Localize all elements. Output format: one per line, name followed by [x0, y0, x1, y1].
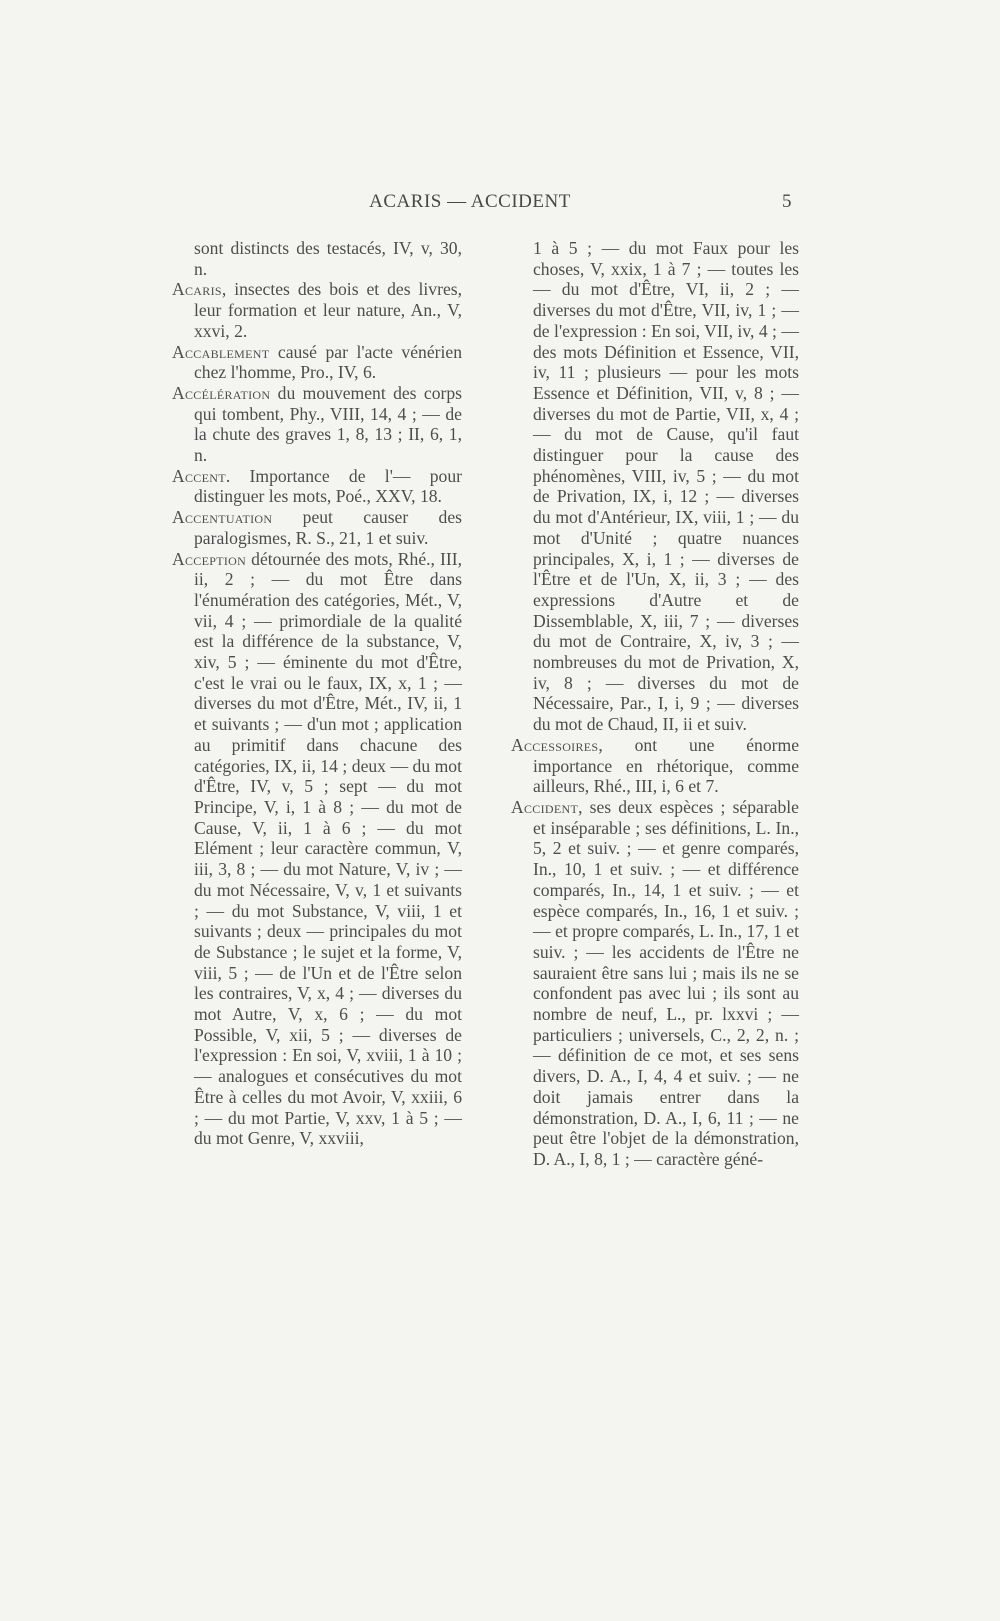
index-entry	[172, 383, 462, 466]
index-entry	[172, 549, 462, 1149]
running-head: ACARIS — ACCIDENT	[369, 191, 571, 212]
entry-headword: Acaris	[172, 279, 222, 300]
entry-headword: Accentuation	[172, 507, 273, 528]
entry-text: sont distincts des testacés, IV, v, 30, n.	[194, 238, 462, 279]
entry-headword: Accessoires	[511, 734, 599, 755]
entry-text: , insectes des bois et des livres, leur formation et leur nature, An., V, xxvi, 2.	[194, 279, 462, 341]
index-entry	[511, 797, 799, 1170]
entry-text: du mouvement des corps qui tombent, Phy., VIII, 14, 4 ; — de la chute des graves 1, 8, 13 ; II, 6, 1, n.	[194, 382, 462, 466]
index-entry	[511, 238, 799, 735]
entry-text: , ont une énorme importance en rhétorique, comme ailleurs, Rhé., III, i, 6 et 7.	[533, 734, 799, 797]
entry-text: , ses deux espèces ; séparable et inséparable ; ses définitions, L. In., 5, 2 et suiv. ; — et genre comparés, In., 10, 1 et suiv. ; — et différence comparés, In., 14, 1 et suiv. ; — et espèce comparés, In., 16, 1 et suiv. ; — et propre comparés, L. In., 17, 1 et suiv. ; — les accidents de l'Être ne sauraient être sans lui ; mais ils ne se confondent pas avec lui ; ils sont au nombre de neuf, L., pr. lxxvi ; — particuliers ; universels, C., 2, 2, n. ; — définition de ce mot, et ses sens divers, D. A., I, 4, 4 et suiv. ; — ne doit jamais entrer dans la démonstration, D. A., I, 6, 11 ; — ne peut être l'objet de la démonstration, D. A., I, 8, 1 ; — caractère géné-	[533, 796, 799, 1169]
index-entry	[172, 466, 462, 507]
right-column	[511, 238, 799, 1170]
index-entry	[172, 507, 462, 548]
entry-headword: Accent	[172, 465, 226, 486]
index-entry	[172, 279, 462, 341]
left-column	[172, 238, 462, 1149]
index-entry	[511, 735, 799, 797]
entry-headword: Accélération	[172, 382, 271, 403]
entry-text: détournée des mots, Rhé., III, ii, 2 ; — du mot Être dans l'énumération des catégories, Mét., V, vii, 4 ; — primordiale de la qualité est la différence de la substance, V, xiv, 5 ; — éminente du mot d'Être, c'est le vrai ou le faux, IX, x, 1 ; — diverses du mot d'Être, Mét., IV, ii, 1 et suivants ; — d'un mot ; application au primitif dans chacune des catégories, IX, ii, 14 ; deux — du mot d'Être, IV, v, 5 ; sept — du mot Principe, V, i, 1 à 8 ; — du mot de Cause, V, ii, 1 à 6 ; — du mot Elément ; leur caractère commun, V, iii, 3, 8 ; — du mot Nature, V, iv ; — du mot Nécessaire, V, v, 1 et suivants ; — du mot Substance, V, viii, 1 et suivants ; deux — principales du mot de Substance ; le sujet et la forme, V, viii, 5 ; — de l'Un et de l'Être selon les contraires, V, x, 4 ; — diverses du mot Autre, V, x, 6 ; — du mot Possible, V, xii, 5 ; — diverses de l'expression : En soi, V, xviii, 1 à 10 ; — analogues et consécutives du mot Être à celles du mot Avoir, V, xxiii, 6 ; — du mot Partie, V, xxv, 1 à 5 ; — du mot Genre, V, xxviii,	[194, 548, 462, 1149]
entry-text: . Importance de l'— pour distinguer les mots, Poé., XXV, 18.	[194, 465, 462, 507]
entry-headword: Accident	[511, 796, 579, 817]
entry-headword: Acception	[172, 548, 247, 569]
index-entry	[172, 238, 462, 279]
page-number: 5	[782, 191, 792, 212]
entry-text: causé par l'acte vénérien chez l'homme, Pro., IV, 6.	[194, 341, 462, 383]
index-entry	[172, 342, 462, 383]
entry-text: peut causer des paralogismes, R. S., 21, 1 et suiv.	[194, 507, 462, 548]
entry-text: 1 à 5 ; — du mot Faux pour les choses, V, xxix, 1 à 7 ; — toutes les — du mot d'Être, VI, ii, 2 ; — diverses du mot d'Être, VII, iv, 1 ; — de l'expression : En soi, VII, iv, 4 ; — des mots Définition et Essence, VII, iv, 11 ; plusieurs — pour les mots Essence et Définition, VII, v, 8 ; — diverses du mot de Partie, VII, x, 4 ; — du mot de Cause, qu'il faut distinguer pour la cause des phénomènes, VIII, iv, 5 ; — du mot de Privation, IX, i, 12 ; — diverses du mot d'Antérieur, IX, viii, 1 ; — du mot d'Unité ; quatre nuances principales, X, i, 1 ; — diverses de l'Être et de l'Un, X, ii, 3 ; — des expressions d'Autre et de Dissemblable, X, iii, 7 ; — diverses du mot de Contraire, X, iv, 3 ; — nombreuses du mot de Privation, X, iv, 8 ; — diverses du mot de Nécessaire, Par., I, i, 9 ; — diverses du mot de Chaud, II, ii et suiv.	[533, 238, 799, 735]
entry-headword: Accablement	[172, 341, 270, 362]
